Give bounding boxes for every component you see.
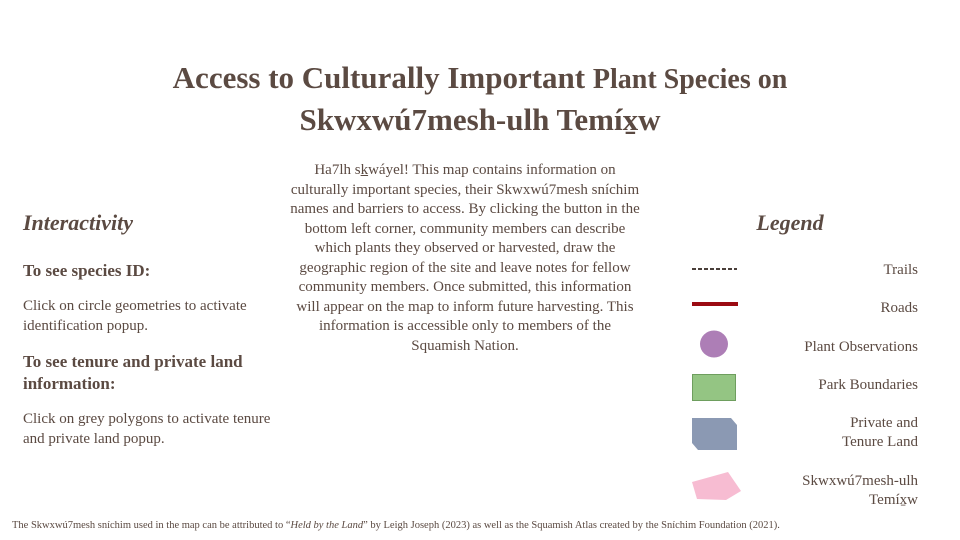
private-land-symbol	[692, 418, 737, 450]
park-boundary-symbol	[693, 375, 736, 401]
intro-text-start: Ha7lh s	[314, 162, 361, 178]
private-label-line1: Private and	[850, 415, 918, 431]
tenure-heading: To see tenure and private land information:	[23, 352, 243, 393]
intro-paragraph	[290, 161, 640, 356]
title-line2: Skwxwú7mesh-ulh Temíx̱w	[299, 102, 661, 137]
intro-text-rest: wáyel! This map contains information on culturally important species, their Skwxwú7mesh sníchim names and barriers to access. By clicking the button in the bottom left corner, community members can describe which plants they observed or harvested, draw the geographic region of the site and leave notes for fellow community members. Once submitted, this information will appear on the map to inform future harvesting. This information is accessible only to members of the Squamish Nation.	[290, 162, 640, 354]
legend-label-territory	[802, 472, 918, 510]
title-line1-a: Access to Culturally Important	[172, 60, 593, 95]
legend-heading: Legend	[756, 210, 824, 235]
footer-text-start: The Skwxwú7mesh sníchim used in the map can be attributed to “	[12, 520, 291, 531]
intro-underlined-letter: k	[360, 162, 369, 178]
territory-label-line1: Skwxwú7mesh-ulh	[802, 473, 918, 489]
interactivity-heading: Interactivity	[23, 210, 133, 235]
legend-label-trails: Trails	[883, 262, 918, 278]
legend-label-park-boundaries: Park Boundaries	[818, 377, 918, 393]
species-instructions: Click on circle geometries to activate identification popup.	[23, 298, 247, 334]
species-heading: To see species ID:	[23, 261, 151, 280]
territory-symbol	[692, 472, 741, 500]
page-title	[0, 58, 960, 140]
interactivity-panel	[23, 210, 283, 449]
legend-label-private-tenure	[842, 414, 918, 452]
attribution-footer	[12, 519, 952, 533]
footer-text-end: ” by Leigh Joseph (2023) as well as the Squamish Atlas created by the Sníchim Foundation (2021).	[363, 520, 780, 531]
tenure-instructions: Click on grey polygons to activate tenure and private land popup.	[23, 411, 271, 447]
legend-label-roads: Roads	[880, 300, 918, 316]
legend-label-plant-observations: Plant Observations	[804, 339, 918, 355]
footer-book-title: Held by the Land	[290, 520, 364, 531]
private-label-line2: Tenure Land	[842, 434, 918, 450]
plant-observation-symbol	[700, 331, 728, 358]
title-line1-b: Plant Species on	[592, 64, 788, 95]
territory-label-line2: Temíx̱w	[869, 492, 918, 508]
